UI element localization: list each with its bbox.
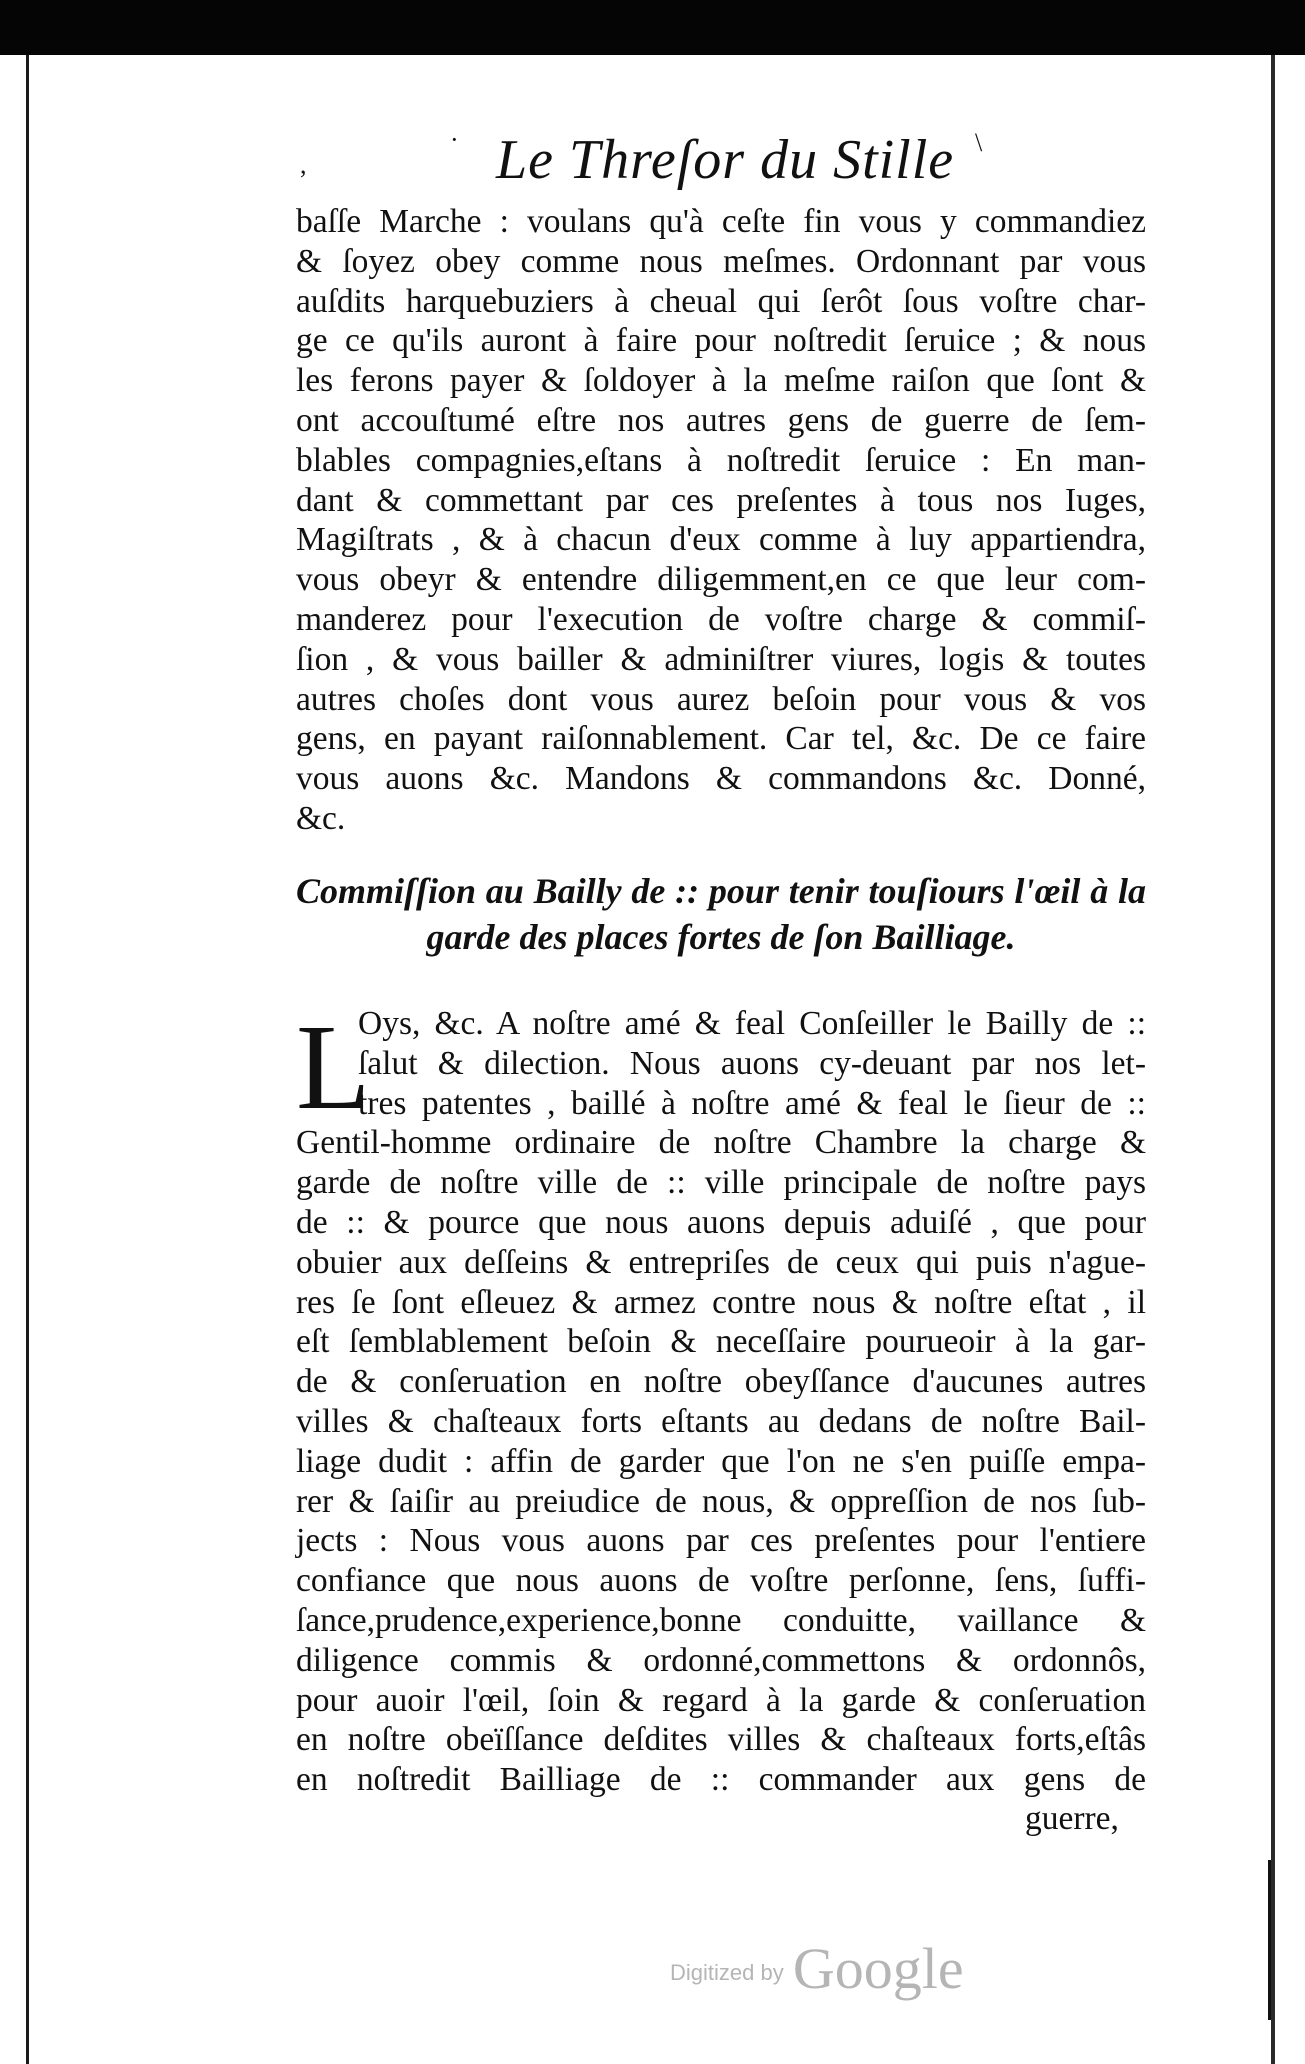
text-line: &c. — [296, 799, 346, 837]
text-line: confiance que nous auons de voſtre perſonne, ſens, ſuffi- — [296, 1562, 1146, 1600]
stray-mark: · — [450, 125, 459, 154]
text-line: res ſe ſont eſleuez & armez contre nous & noſtre eſtat , il — [296, 1283, 1146, 1321]
scan-top-border — [0, 0, 1305, 55]
text-line: en noſtredit Bailliage de :: commander aux gens de — [296, 1761, 1146, 1799]
text-line: garde de noſtre ville de :: ville principale de noſtre pays — [296, 1164, 1146, 1202]
body-paragraph — [296, 1000, 1146, 1800]
catchword: guerre, — [1025, 1800, 1119, 1837]
text-line: rer & ſaiſir au preiudice de nous, & oppreſſion de nos ſub- — [296, 1482, 1146, 1520]
heading-line: garde des places fortes de ſon Bailliage. — [426, 917, 1016, 957]
text-line: ſion , & vous bailler & adminiſtrer viures, logis & toutes — [296, 640, 1146, 678]
text-line: autres choſes dont vous aurez beſoin pour vous & vos — [296, 680, 1146, 718]
running-head: Le Threſor du Stille — [496, 129, 955, 191]
text-line: diligence commis & ordonné,commettons & ordonnôs, — [296, 1641, 1146, 1679]
scan-right-edge-lower — [1268, 1860, 1271, 2020]
text-line: liage dudit : affin de garder que l'on ne s'en puiſſe empa- — [296, 1442, 1146, 1480]
text-line: vous obeyr & entendre diligemment,en ce que leur com- — [296, 561, 1146, 599]
text-line: Magiſtrats , & à chacun d'eux comme à luy appartiendra, — [296, 521, 1146, 559]
text-line: vous auons &c. Mandons & commandons &c. Donné, — [296, 760, 1146, 798]
text-line: pour auoir l'œil, ſoin & regard à la garde & conſeruation — [296, 1681, 1146, 1719]
heading-line: Commiſſion au Bailly de :: pour tenir touſiours l'œil à la — [296, 871, 1146, 911]
scan-right-edge — [1271, 55, 1275, 2064]
top-paragraph — [296, 202, 1146, 839]
text-line: Oys, &c. A noſtre amé & feal Conſeiller le Bailly de :: — [358, 1005, 1146, 1042]
text-line: villes & chaſteaux forts eſtants au dedans de noſtre Bail- — [296, 1402, 1146, 1440]
text-line: en noſtre obeïſſance deſdites villes & chaſteaux forts,eſtâs — [296, 1721, 1146, 1759]
text-line: gens, en payant raiſonnablement. Car tel, &c. De ce faire — [296, 720, 1146, 758]
text-line: baſſe Marche : voulans qu'à ceſte fin vous y commandiez — [296, 203, 1146, 240]
text-line: tres patentes , baillé à noſtre amé & feal le ſieur de :: — [358, 1084, 1146, 1122]
text-line: jects : Nous vous auons par ces preſentes pour l'entiere — [296, 1522, 1146, 1560]
watermark-prefix: Digitized by — [670, 1960, 784, 1985]
google-logo: Google — [792, 1936, 964, 2001]
text-line: blables compagnies,eſtans à noſtredit ſeruice : En man- — [296, 441, 1146, 479]
text-line: obuier aux deſſeins & entrepriſes de ceux qui puis n'ague- — [296, 1243, 1146, 1281]
text-line: Gentil-homme ordinaire de noſtre Chambre la charge & — [296, 1124, 1146, 1162]
text-line: ont accouſtumé eſtre nos autres gens de guerre de ſem- — [296, 401, 1146, 439]
digitized-watermark — [670, 1935, 964, 2002]
text-line: eſt ſemblablement beſoin & neceſſaire pourueoir à la gar- — [296, 1323, 1146, 1361]
stray-mark: , — [300, 150, 307, 179]
section-heading — [296, 868, 1146, 960]
text-line: dant & commettant par ces preſentes à tous nos Iuges, — [296, 481, 1146, 519]
text-line: & ſoyez obey comme nous meſmes. Ordonnant par vous — [296, 242, 1146, 280]
text-line: ſance,prudence,experience,bonne conduitte, vaillance & — [296, 1601, 1146, 1639]
text-line: manderez pour l'execution de voſtre charge & commiſ- — [296, 600, 1146, 638]
text-line: les ferons payer & ſoldoyer à la meſme raiſon que ſont & — [296, 362, 1146, 400]
text-line: auſdits harquebuziers à cheual qui ſerôt ſous voſtre char- — [296, 282, 1146, 320]
drop-capital: L — [296, 1000, 371, 1135]
text-line: de :: & pource que nous auons depuis aduiſé , que pour — [296, 1203, 1146, 1241]
stray-mark: \ — [975, 128, 983, 157]
text-line: ſalut & dilection. Nous auons cy-deuant par nos let- — [358, 1044, 1146, 1082]
text-line: ge ce qu'ils auront à faire pour noſtredit ſeruice ; & nous — [296, 322, 1146, 360]
scan-left-edge — [26, 55, 29, 2064]
text-line: de & conſeruation en noſtre obeyſſance d'aucunes autres — [296, 1363, 1146, 1401]
